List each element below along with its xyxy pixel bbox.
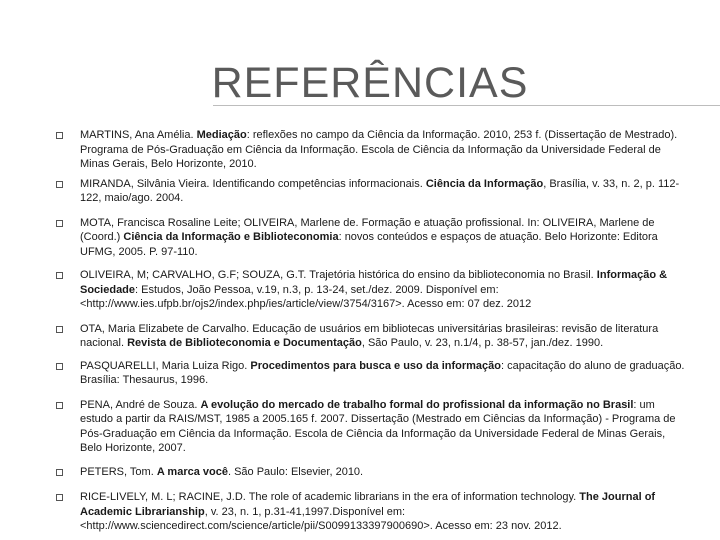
square-bullet-icon — [56, 363, 63, 370]
reference-text: , Brasília, v. 33, n. 2, p. 112-122, maio/ago. 2004. — [80, 177, 680, 204]
reference-text: : reflexões no campo da Ciência da Informação. 2010, 253 f. (Dissertação de Mestrado). Programa de Pós-Graduação em Ciência da Informação. Escola de Ciência da Informação da Universidade Federal de Minas Gerais, Belo Horizonte, 2010. — [80, 129, 678, 170]
square-bullet-icon — [56, 272, 63, 279]
reference-item — [56, 177, 688, 206]
reference-item — [56, 128, 688, 172]
reference-item — [56, 359, 688, 388]
reference-text: RICE-LIVELY, M. L; RACINE, J.D. The role of academic librarians in the era of information technology. — [80, 491, 580, 503]
reference-text: PENA, André de Souza. — [80, 398, 201, 411]
reference-title: Ciência da Informação — [425, 177, 544, 190]
reference-text: OLIVEIRA, M; CARVALHO, G.F; SOUZA, G.T. Trajetória histórica do ensino da biblioteconomia no Brasil. — [80, 269, 597, 281]
square-bullet-icon — [56, 181, 63, 188]
reference-title: Mediação — [196, 129, 247, 141]
reference-text: . São Paulo: Elsevier, 2010. — [227, 465, 364, 478]
square-bullet-icon — [56, 326, 63, 333]
reference-title: A evolução do mercado de trabalho formal do profissional da informação no Brasil — [200, 398, 634, 411]
reference-item — [56, 216, 688, 260]
reference-title: Ciência da Informação e Biblioteconomia — [123, 231, 339, 243]
reference-text: MARTINS, Ana Amélia. — [80, 129, 197, 141]
reference-text: : novos conteúdos e espaços de atuação. Belo Horizonte: Editora UFMG, 2005. P. 97-110. — [80, 231, 658, 258]
reference-text: OTA, Maria Elizabete de Carvalho. Educação de usuários em bibliotecas universitárias brasileiras: revisão de literatura nacional. — [80, 322, 659, 349]
reference-item — [56, 465, 688, 480]
reference-item — [56, 490, 688, 534]
reference-title: Procedimentos para busca e uso da informação — [250, 359, 502, 372]
reference-text: PETERS, Tom. — [80, 465, 157, 478]
reference-title: A marca você — [156, 465, 228, 478]
square-bullet-icon — [56, 220, 63, 227]
reference-title: Revista de Biblioteconomia e Documentação — [127, 337, 362, 349]
reference-list — [56, 128, 688, 534]
reference-text: PASQUARELLI, Maria Luiza Rigo. — [80, 359, 251, 372]
reference-text: MOTA, Francisca Rosaline Leite; OLIVEIRA, Marlene de. Formação e atuação profissional. In: OLIVEIRA, Marlene de (Coord.) — [80, 216, 655, 243]
reference-text: , São Paulo, v. 23, n.1/4, p. 38-57, jan./dez. 1990. — [361, 337, 604, 349]
reference-text: : Estudos, João Pessoa, v.19, n.3, p. 13-24, set./dez. 2009. Disponível em: <http://www.ies.ufpb.br/ojs2/index.php/ies/article/view/3754/3167>. Acesso em: 07 dez. 2012 — [80, 283, 532, 310]
page-title: REFERÊNCIAS — [211, 58, 529, 107]
reference-text: , v. 23, n. 1, p.31-41,1997.Disponível em: <http://www.sciencedirect.com/science/article/pii/S0099133397900690>. Acesso em: 23 nov. 2012. — [80, 505, 562, 532]
reference-text: : um estudo a partir da RAIS/MST, 1985 a 2005.165 f. 2007. Dissertação (Mestrado em Ciências da Informação) - Programa de Pós-Graduação em Ciência da Informação. Escola de Ciência da Informação da Universidade Federal de Minas Gerais, Belo Horizonte, 2007. — [80, 398, 676, 454]
square-bullet-icon — [56, 469, 63, 476]
reference-text: MIRANDA, Silvânia Vieira. Identificando competências informacionais. — [80, 177, 426, 190]
reference-item — [56, 268, 688, 312]
title-divider — [213, 105, 720, 106]
reference-item — [56, 398, 688, 456]
reference-title: The Journal of Academic Librarianship — [80, 491, 656, 518]
square-bullet-icon — [56, 132, 63, 139]
reference-text: : capacitação do aluno de graduação. Brasília: Thesaurus, 1996. — [80, 359, 685, 386]
square-bullet-icon — [56, 494, 63, 501]
reference-item — [56, 322, 688, 351]
reference-title: Informação & Sociedade — [80, 269, 668, 296]
square-bullet-icon — [56, 402, 63, 409]
